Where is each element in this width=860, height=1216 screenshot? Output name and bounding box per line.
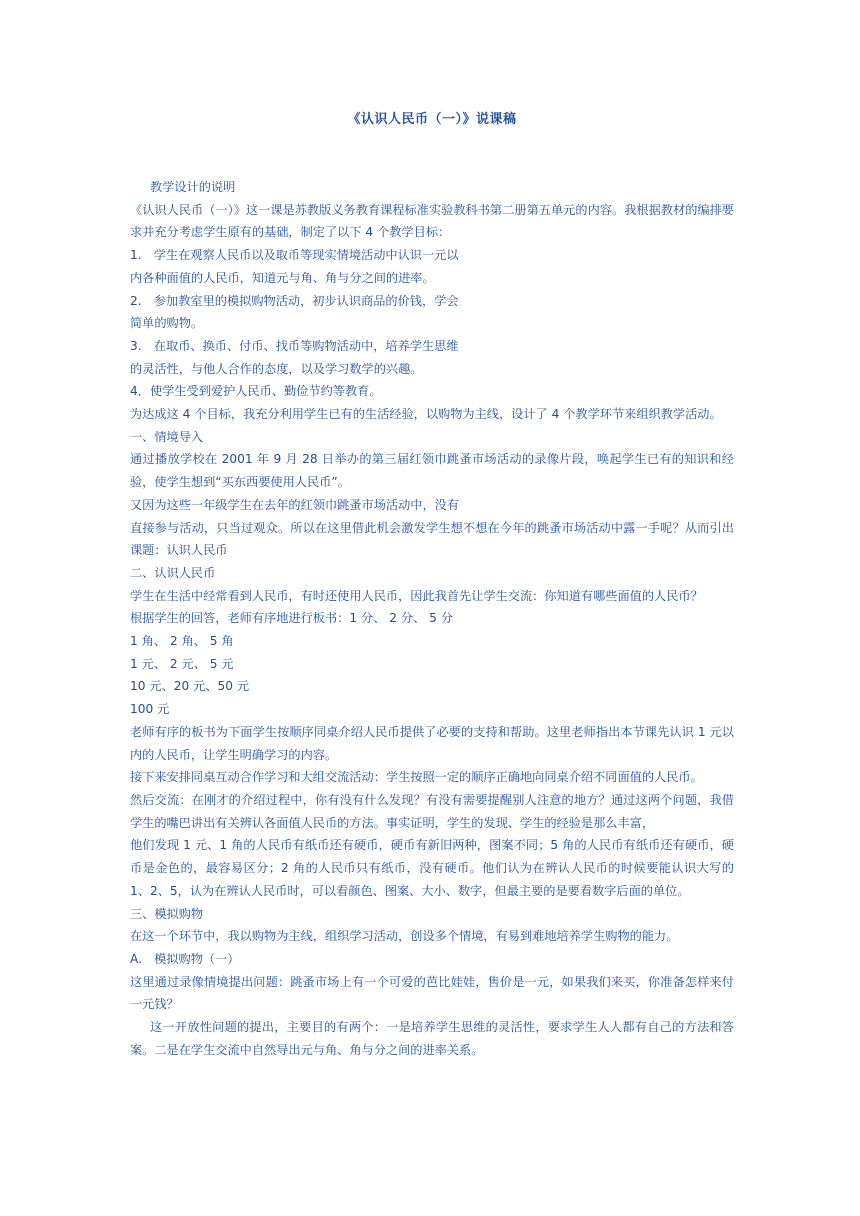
paragraph-exchange: 学生在生活中经常看到人民币，有时还使用人民币，因此我首先让学生交流：你知道有哪些面值的人民币？ — [130, 588, 703, 603]
section-heading-2: 二、认识人民币 — [130, 565, 216, 580]
paragraph-goal-1a: 1. 学生在观察人民币以及取币等现实情境活动中认识一元以 — [130, 248, 459, 263]
paragraph-goal-2b: 简单的购物。 — [130, 316, 204, 331]
paragraph-reason-b: 直接参与活动，只当过观众。所以在这里借此机会激发学生想不想在今年的跳蚤市场活动中露一手呢？从而引出课题：认识人民币 — [130, 520, 734, 558]
paragraph-goal-4: 4．使学生受到爱护人民币、勤俭节约等教育。 — [130, 384, 382, 399]
paragraph-board-jiao: 1 角、 2 角、 5 角 — [130, 634, 234, 649]
paragraph-heading-design: 教学设计的说明 — [150, 180, 236, 194]
paragraph-discussion: 然后交流：在刚才的介绍过程中，你有没有什么发现？有没有需要提醒别人注意的地方？通过这两个问题，我借学生的嘴巴讲出有关辨认各面值人民币的方法。事实证明，学生的发现、学生的经验是那么丰富， — [130, 792, 734, 830]
paragraph-pair-work: 接下来安排同桌互动合作学习和大组交流活动：学生按照一定的顺序正确地向同桌介绍不同面值的人民币。 — [130, 770, 703, 785]
paragraph-reason-a: 又因为这些一年级学生在去年的红领巾跳蚤市场活动中，没有 — [130, 497, 460, 512]
paragraph-intro: 《认识人民币（一）》这一课是苏教版义务教育课程标准实验教科书第二册第五单元的内容。我根据教材的编排要求并充分考虑学生原有的基础，制定了以下 4 个教学目标： — [130, 202, 734, 240]
paragraph-findings: 他们发现 1 元、1 角的人民币有纸币还有硬币，硬币有新旧两种，图案不同；5 角的人民币有纸币还有硬币，硬币是金色的，最容易区分；2 角的人民币只有纸币，没有硬币。他们认为在辨认人民币的时候要能认识大写的 1、2、5，认为在辨认人民币时，可以看颜色、图案、大小、数字，但最主要的是要看数字后面的单位。 — [130, 838, 734, 898]
document-title: 《认识人民币（一）》说课稿 — [347, 112, 517, 127]
paragraph-board-yuan-tens: 10 元、20 元、50 元 — [130, 679, 250, 694]
paragraph-goal-3a: 3. 在取币、换币、付币、找币等购物活动中，培养学生思维 — [130, 338, 459, 353]
document-body — [130, 176, 734, 1061]
paragraph-goal-1b: 内各种面值的人民币，知道元与角、角与分之间的进率。 — [130, 270, 435, 285]
paragraph-barbie: 这里通过录像情境提出问题：跳蚤市场上有一个可爱的芭比娃娃，售价是一元，如果我们来买，你准备怎样来付一元钱？ — [130, 974, 734, 1012]
paragraph-board-support: 老师有序的板书为下面学生按顺序同桌介绍人民币提供了必要的支持和帮助。这里老师指出本节课先认识 1 元以内的人民币，让学生明确学习的内容。 — [130, 724, 734, 762]
paragraph-board-fen: 根据学生的回答，老师有序地进行板书：1 分、 2 分、 5 分 — [130, 611, 453, 626]
document-page — [130, 0, 734, 1216]
section-heading-3: 三、模拟购物 — [130, 906, 204, 921]
paragraph-board-yuan-hundred: 100 元 — [130, 702, 170, 717]
paragraph-video: 通过播放学校在 2001 年 9 月 28 日举办的第三届红领巾跳蚤市场活动的录像片段，唤起学生已有的知识和经验，使学生想到“买东西要使用人民币”。 — [130, 452, 734, 490]
paragraph-goal-2a: 2. 参加教室里的模拟购物活动，初步认识商品的价钱，学会 — [130, 293, 459, 308]
paragraph-purpose: 这一开放性问题的提出，主要目的有两个：一是培养学生思维的灵活性，要求学生人人都有自己的方法和答案。二是在学生交流中自然导出元与角、角与分之间的进率关系。 — [130, 1020, 734, 1057]
paragraph-goal-3b: 的灵活性，与他人合作的态度，以及学习数学的兴趣。 — [130, 361, 423, 376]
paragraph-shopping-intro: 在这一个环节中，我以购物为主线，组织学习活动，创设多个情境，有易到难地培养学生购物的能力。 — [130, 929, 679, 944]
subsection-heading-a: A. 模拟购物（一） — [130, 951, 240, 966]
section-heading-1: 一、情境导入 — [130, 429, 204, 444]
paragraph-plan: 为达成这 4 个目标，我充分利用学生已有的生活经验，以购物为主线，设计了 4 个教学环节来组织教学活动。 — [130, 407, 722, 422]
paragraph-board-yuan: 1 元、 2 元、 5 元 — [130, 656, 234, 671]
